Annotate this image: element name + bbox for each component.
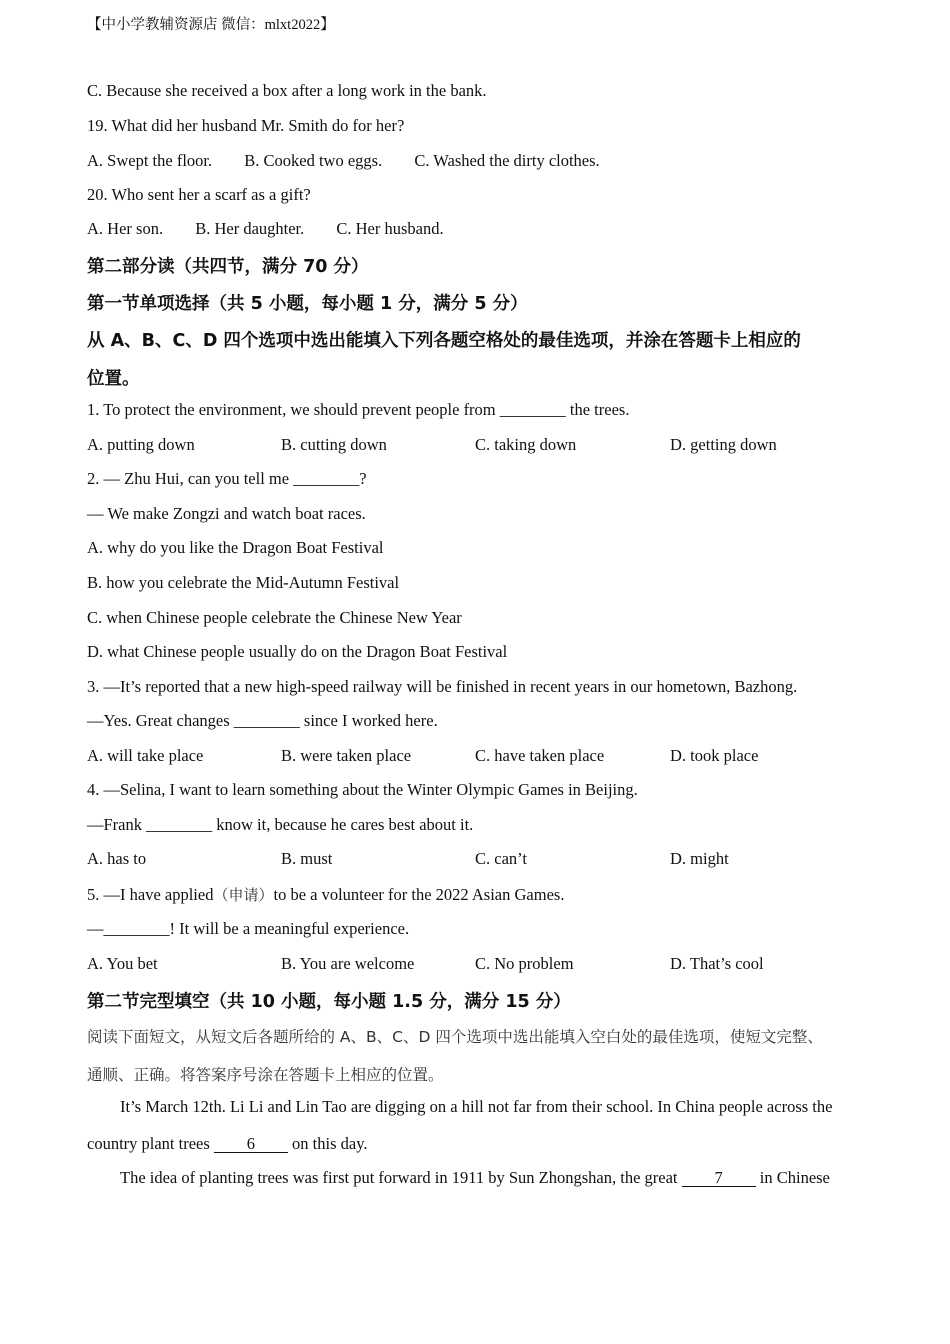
section2-instruction-line2: 通顺、正确。将答案序号涂在答题卡上相应的位置。 [87, 1066, 444, 1084]
q20-options [87, 219, 444, 239]
q20-option-a: A. Her son. [87, 219, 164, 238]
q19-option-a: A. Swept the floor. [87, 151, 213, 170]
q4-stem: 4. —Selina, I want to learn something about the Winter Olympic Games in Beijing. [87, 780, 638, 799]
q3-reply: —Yes. Great changes ________ since I worked here. [87, 711, 438, 730]
passage-paragraph1-line1: It’s March 12th. Li Li and Lin Tao are digging on a hill not far from their school. In China people across the [120, 1097, 833, 1116]
q4-reply: —Frank ________ know it, because he cares best about it. [87, 815, 474, 834]
q3-option-b: B. were taken place [281, 746, 412, 765]
q3-option-d: D. took place [670, 746, 759, 765]
passage-paragraph1-line2 [87, 1134, 368, 1154]
q5-stem-part1: 5. —I have applied [87, 885, 214, 904]
q4-option-c: C. can’t [475, 849, 527, 868]
q2-option-b: B. how you celebrate the Mid-Autumn Festival [87, 573, 400, 592]
q1-option-a: A. putting down [87, 435, 195, 454]
q1-option-d: D. getting down [670, 435, 777, 454]
section1-instruction-line1: 从 A、B、C、D 四个选项中选出能填入下列各题空格处的最佳选项，并涂在答题卡上相应的 [87, 331, 801, 351]
q5-stem [87, 884, 564, 905]
passage-text: country plant trees [87, 1134, 214, 1153]
q1-option-b: B. cutting down [281, 435, 387, 454]
section2-instruction-line1: 阅读下面短文，从短文后各题所给的 A、B、C、D 四个选项中选出能填入空白处的最佳选项，使短文完整、 [87, 1028, 823, 1046]
q5-option-d: D. That’s cool [670, 954, 764, 973]
passage-text: in Chinese [755, 1168, 830, 1187]
part2-title: 第二部分读（共四节，满分 70 分） [87, 257, 369, 277]
q3-stem: 3. —It’s reported that a new high-speed railway will be finished in recent years in our hometown, Bazhong. [87, 677, 798, 696]
section1-title: 第一节单项选择（共 5 小题，每小题 1 分，满分 5 分） [87, 294, 528, 314]
q2-option-c: C. when Chinese people celebrate the Chinese New Year [87, 608, 462, 627]
q19-options [87, 151, 600, 171]
q4-option-b: B. must [281, 849, 333, 868]
q19-option-c: C. Washed the dirty clothes. [414, 151, 600, 170]
blank-7: 7 [682, 1170, 756, 1187]
q2-stem: 2. — Zhu Hui, can you tell me ________? [87, 469, 367, 488]
q19-option-b: B. Cooked two eggs. [244, 151, 383, 170]
q19-stem: 19. What did her husband Mr. Smith do for her? [87, 116, 405, 135]
q4-option-d: D. might [670, 849, 729, 868]
q20-option-c: C. Her husband. [336, 219, 444, 238]
q5-option-a: A. You bet [87, 954, 158, 973]
q4-option-a: A. has to [87, 849, 147, 868]
q1-option-c: C. taking down [475, 435, 577, 454]
q20-option-b: B. Her daughter. [195, 219, 305, 238]
q2-option-a: A. why do you like the Dragon Boat Festival [87, 538, 384, 557]
passage-text: The idea of planting trees was first put forward in 1911 by Sun Zhongshan, the great [120, 1168, 682, 1187]
watermark-header: 【中小学教辅资源店 微信：mlxt2022】 [87, 17, 335, 33]
section1-instruction-line2: 位置。 [87, 369, 140, 389]
q5-option-c: C. No problem [475, 954, 574, 973]
q20-stem: 20. Who sent her a scarf as a gift? [87, 185, 311, 204]
q18-option-c: C. Because she received a box after a long work in the bank. [87, 81, 487, 100]
q2-option-d: D. what Chinese people usually do on the Dragon Boat Festival [87, 642, 508, 661]
passage-text: on this day. [287, 1134, 368, 1153]
q1-stem: 1. To protect the environment, we should prevent people from ________ the trees. [87, 400, 630, 419]
blank-6: 6 [214, 1136, 288, 1153]
q5-stem-part2: to be a volunteer for the 2022 Asian Games. [273, 885, 565, 904]
passage-paragraph2-line1 [120, 1168, 830, 1188]
q3-option-c: C. have taken place [475, 746, 605, 765]
q5-stem-chinese-gloss: （申请） [213, 886, 274, 904]
q5-reply: —________! It will be a meaningful experience. [87, 919, 410, 938]
q3-option-a: A. will take place [87, 746, 204, 765]
q2-reply: — We make Zongzi and watch boat races. [87, 504, 366, 523]
q5-option-b: B. You are welcome [281, 954, 415, 973]
section2-title: 第二节完型填空（共 10 小题，每小题 1.5 分，满分 15 分） [87, 992, 571, 1012]
